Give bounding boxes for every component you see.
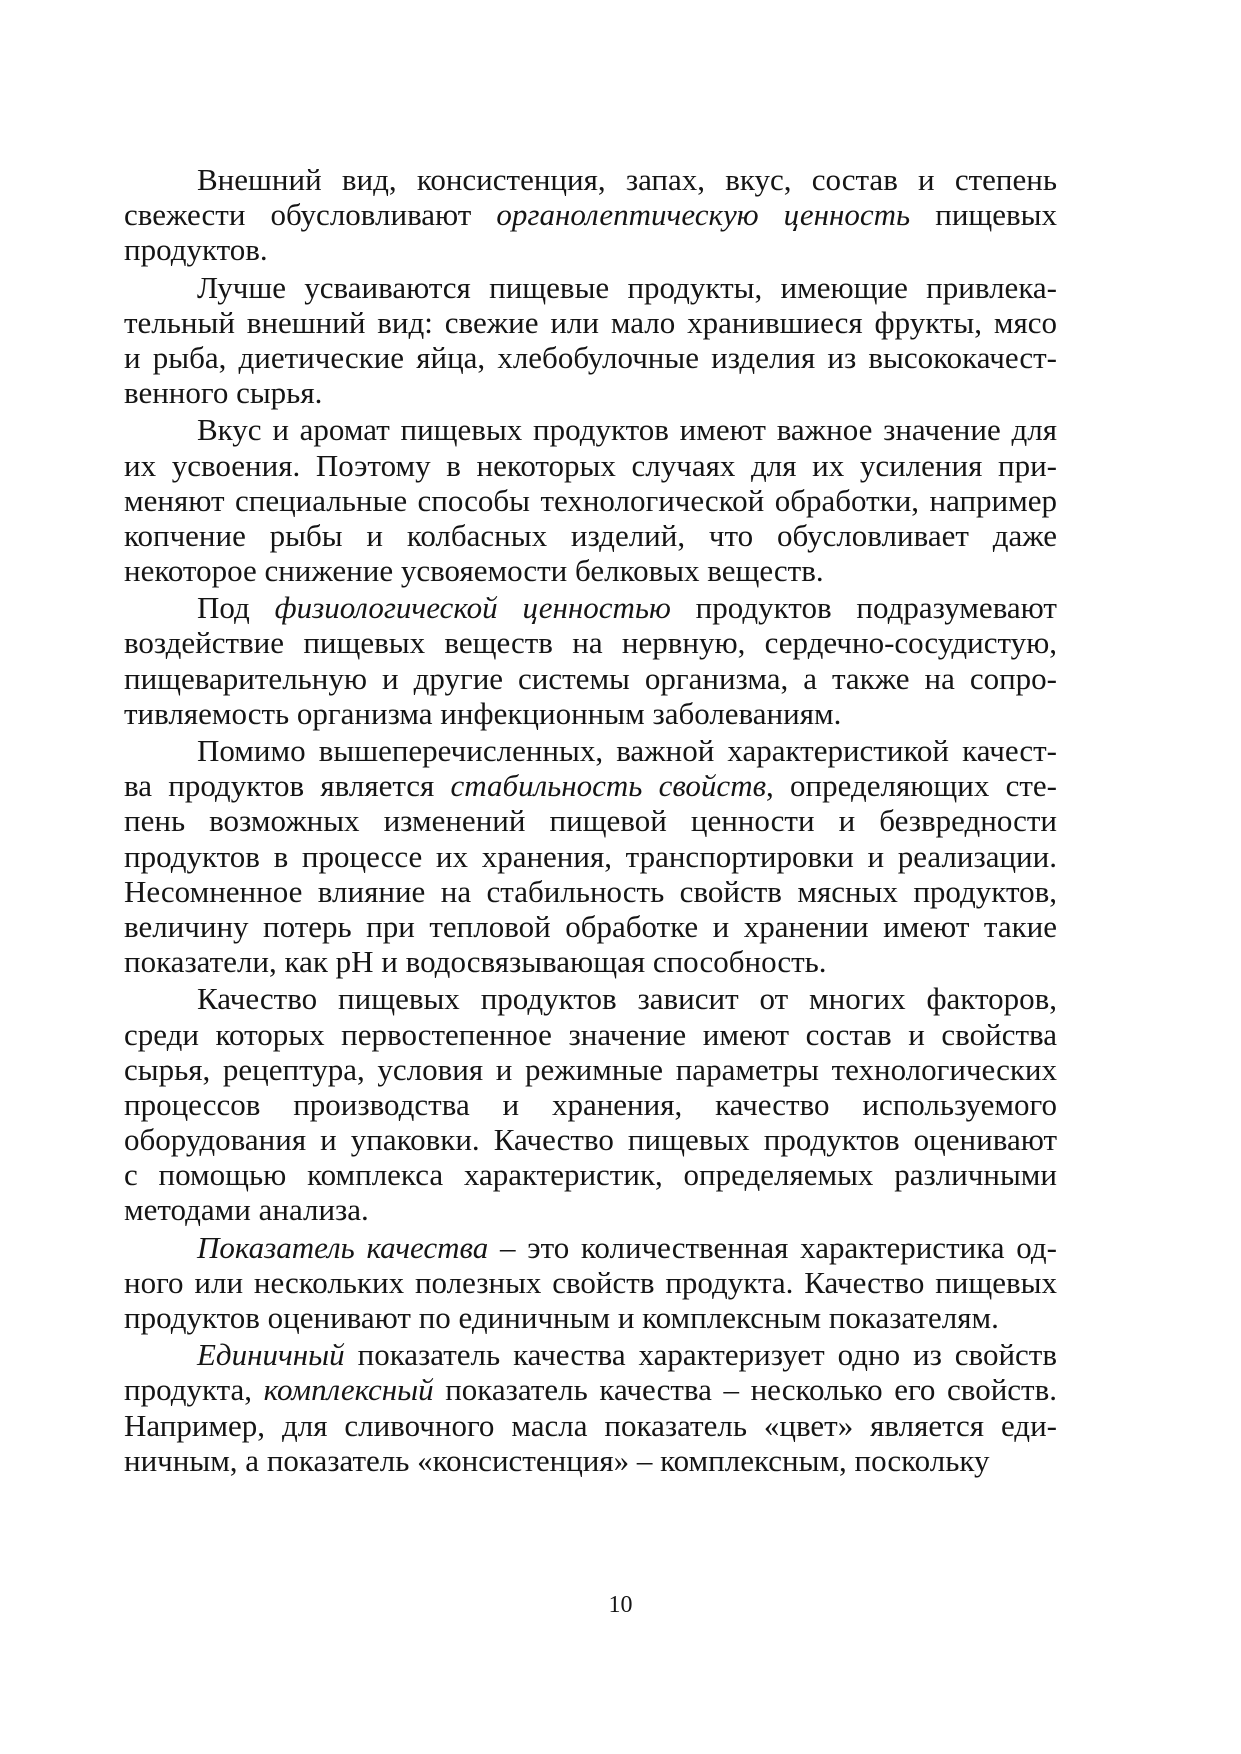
text-line [124, 1157, 1057, 1192]
text-line [124, 625, 1057, 660]
text-segment: свежести обусловливают [124, 197, 497, 233]
text-segment: показатели, как pH и водосвязывающая способность. [124, 944, 827, 980]
page-number: 10 [608, 1592, 633, 1618]
text-line [124, 661, 1057, 696]
text-line [124, 553, 1057, 588]
text-line [124, 1300, 1057, 1335]
text-line [124, 270, 1057, 305]
paragraph [124, 590, 1057, 731]
text-segment: и рыба, диетические яйца, хлебобулочные изделия из высококачест- [124, 339, 1057, 375]
text-segment: продуктов. [124, 232, 268, 268]
emphasized-term: Единичный [197, 1337, 345, 1373]
text-line [124, 1408, 1057, 1443]
text-segment: пищеварительную и другие системы организма, а также на сопро- [124, 660, 1057, 696]
text-segment: тельный внешний вид: свежие или мало хранившиеся фрукты, мясо [124, 304, 1057, 340]
paragraph [124, 412, 1057, 588]
body-text [124, 162, 1057, 1478]
text-segment: тивляемость организма инфекционным заболеваниям. [124, 695, 842, 731]
text-segment: оборудования и упаковки. Качество пищевых продуктов оценивают [124, 1122, 1057, 1158]
text-line [124, 590, 1057, 625]
text-line [124, 483, 1057, 518]
text-segment: Несомненное влияние на стабильность свойств мясных продуктов, [124, 873, 1057, 909]
text-line [124, 1230, 1057, 1265]
text-segment: Под [197, 590, 275, 626]
text-segment: сырья, рецептура, условия и режимные параметры технологических [124, 1051, 1057, 1087]
text-segment: Лучше усваиваются пищевые продукты, имеющие привлека- [197, 269, 1057, 305]
text-segment: продуктов подразумевают [670, 590, 1057, 626]
text-segment: процессов производства и хранения, качество используемого [124, 1086, 1057, 1122]
text-segment: продукта, [124, 1372, 264, 1408]
text-line [124, 944, 1057, 979]
text-segment: , определяющих сте- [766, 768, 1057, 804]
text-segment: пищевых [910, 197, 1057, 233]
text-line [124, 375, 1057, 410]
text-line [124, 412, 1057, 447]
text-line [124, 232, 1057, 267]
paragraph [124, 733, 1057, 979]
text-line [124, 733, 1057, 768]
emphasized-term: стабильность свойств [450, 768, 767, 804]
text-segment: воздействие пищевых веществ на нервную, сердечно-сосудистую, [124, 625, 1057, 661]
emphasized-term: физиологической ценностью [274, 590, 671, 626]
text-segment: некоторое снижение усвояемости белковых веществ. [124, 553, 824, 589]
text-line [124, 803, 1057, 838]
text-line [124, 305, 1057, 340]
text-segment: величину потерь при тепловой обработке и хранении имеют такие [124, 908, 1057, 944]
text-segment: с помощью комплекса характеристик, определяемых различными [124, 1157, 1057, 1193]
text-line [124, 1372, 1057, 1407]
text-segment: ничным, а показатель «консистенция» – комплексным, поскольку [124, 1442, 990, 1478]
text-line [124, 1192, 1057, 1227]
text-segment: венного сырья. [124, 375, 323, 411]
emphasized-term: органолептическую ценность [496, 197, 911, 233]
text-segment: Качество пищевых продуктов зависит от многих факторов, [197, 981, 1057, 1017]
text-segment: среди которых первостепенное значение имеют состав и свойства [124, 1016, 1057, 1052]
paragraph [124, 270, 1057, 411]
text-line [124, 197, 1057, 232]
text-segment: – это количественная характеристика од- [488, 1229, 1057, 1265]
text-segment: показатель качества характеризует одно из свойств [344, 1337, 1057, 1373]
text-segment: Например, для сливочного масла показатель «цвет» является еди- [124, 1407, 1057, 1443]
text-segment: меняют специальные способы технологической обработки, например [124, 482, 1057, 518]
text-segment: методами анализа. [124, 1192, 369, 1228]
text-segment: Внешний вид, консистенция, запах, вкус, состав и степень [197, 162, 1057, 197]
text-line [124, 1337, 1057, 1372]
text-line [124, 874, 1057, 909]
paragraph [124, 162, 1057, 268]
emphasized-term: комплексный [263, 1372, 434, 1408]
text-line [124, 1265, 1057, 1300]
text-line [124, 340, 1057, 375]
text-line [124, 839, 1057, 874]
text-segment: показатель качества – несколько его свойств. [433, 1372, 1057, 1408]
text-line [124, 1122, 1057, 1157]
text-segment: ного или нескольких полезных свойств продукта. Качество пищевых [124, 1264, 1057, 1300]
text-line [124, 768, 1057, 803]
text-line [124, 1052, 1057, 1087]
emphasized-term: Показатель качества [197, 1229, 489, 1265]
text-line [124, 518, 1057, 553]
text-segment: пень возможных изменений пищевой ценности и безвредности [124, 803, 1057, 839]
text-line [124, 1443, 1057, 1478]
text-segment: их усвоения. Поэтому в некоторых случаях для их усиления при- [124, 447, 1057, 483]
text-segment: ва продуктов является [124, 768, 451, 804]
text-segment: Помимо вышеперечисленных, важной характеристикой качест- [197, 733, 1057, 768]
text-segment: продуктов в процессе их хранения, транспортировки и реализации. [124, 838, 1057, 874]
text-line [124, 448, 1057, 483]
text-line [124, 162, 1057, 197]
text-line [124, 981, 1057, 1016]
text-segment: продуктов оценивают по единичным и комплексным показателям. [124, 1300, 999, 1335]
paragraph [124, 981, 1057, 1227]
text-line [124, 909, 1057, 944]
paragraph [124, 1230, 1057, 1336]
paragraph [124, 1337, 1057, 1478]
text-segment: Вкус и аромат пищевых продуктов имеют важное значение для [197, 412, 1057, 448]
text-line [124, 1017, 1057, 1052]
text-line [124, 1087, 1057, 1122]
text-line [124, 696, 1057, 731]
text-segment: копчение рыбы и колбасных изделий, что обусловливает даже [124, 517, 1057, 553]
